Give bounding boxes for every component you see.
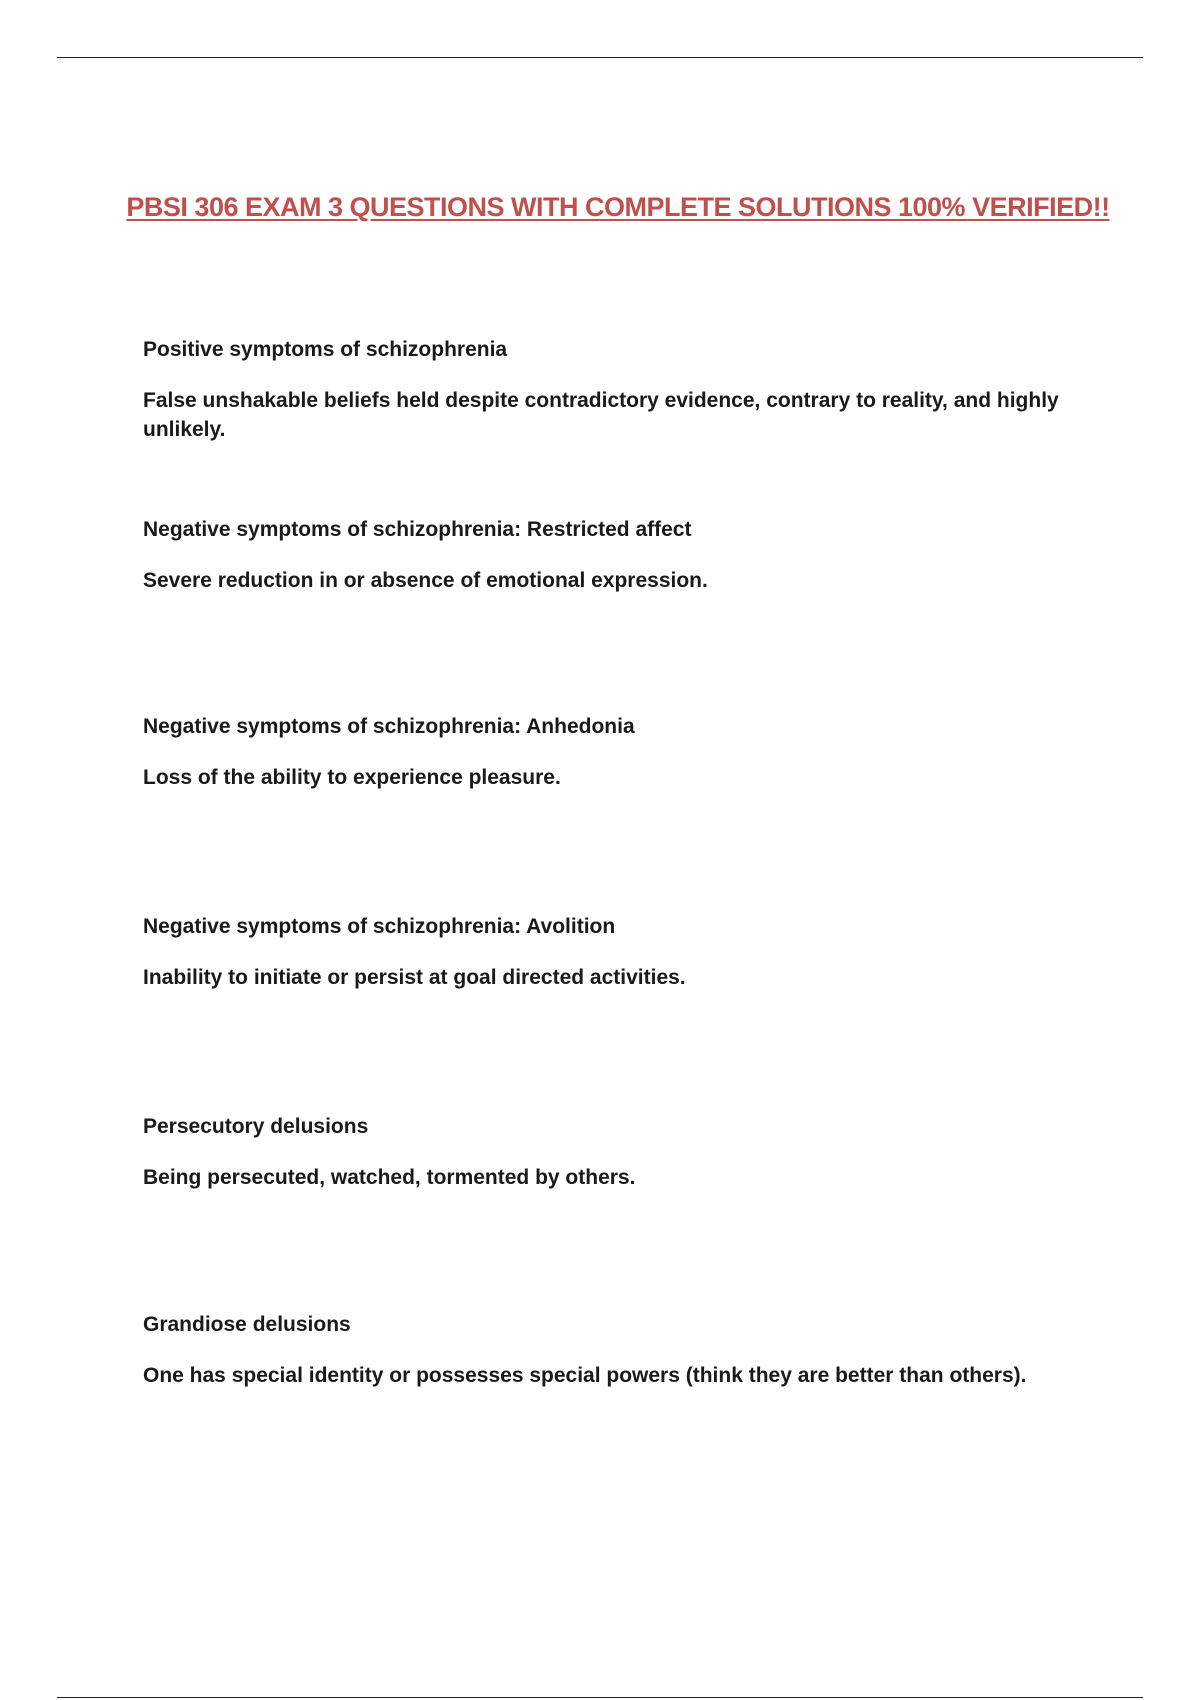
answer-definition: Severe reduction in or absence of emotional expression. [143, 569, 708, 592]
document-title: PBSI 306 EXAM 3 QUESTIONS WITH COMPLETE SOLUTIONS 100% VERIFIED!! [126, 192, 1110, 222]
header-rule [57, 57, 1143, 58]
question-term: Negative symptoms of schizophrenia: Anhedonia [143, 715, 635, 738]
qa-item [143, 1311, 1073, 1390]
answer-definition: Loss of the ability to experience pleasure. [143, 766, 561, 789]
qa-item [143, 713, 1073, 792]
answer-definition: One has special identity or possesses special powers (think they are better than others). [143, 1364, 1027, 1387]
question-term: Persecutory delusions [143, 1115, 369, 1138]
answer-definition: Inability to initiate or persist at goal directed activities. [143, 966, 686, 989]
qa-item [143, 336, 1073, 444]
answer-definition: False unshakable beliefs held despite contradictory evidence, contrary to reality, and highly unlikely. [143, 389, 1059, 441]
question-term: Negative symptoms of schizophrenia: Avolition [143, 915, 616, 938]
qa-item [143, 516, 1073, 595]
qa-item [143, 1113, 1073, 1192]
question-term: Negative symptoms of schizophrenia: Restricted affect [143, 518, 692, 541]
footer-rule [57, 1697, 1143, 1698]
answer-definition: Being persecuted, watched, tormented by others. [143, 1166, 636, 1189]
qa-item [143, 913, 1073, 992]
question-term: Grandiose delusions [143, 1313, 351, 1336]
question-term: Positive symptoms of schizophrenia [143, 338, 508, 361]
